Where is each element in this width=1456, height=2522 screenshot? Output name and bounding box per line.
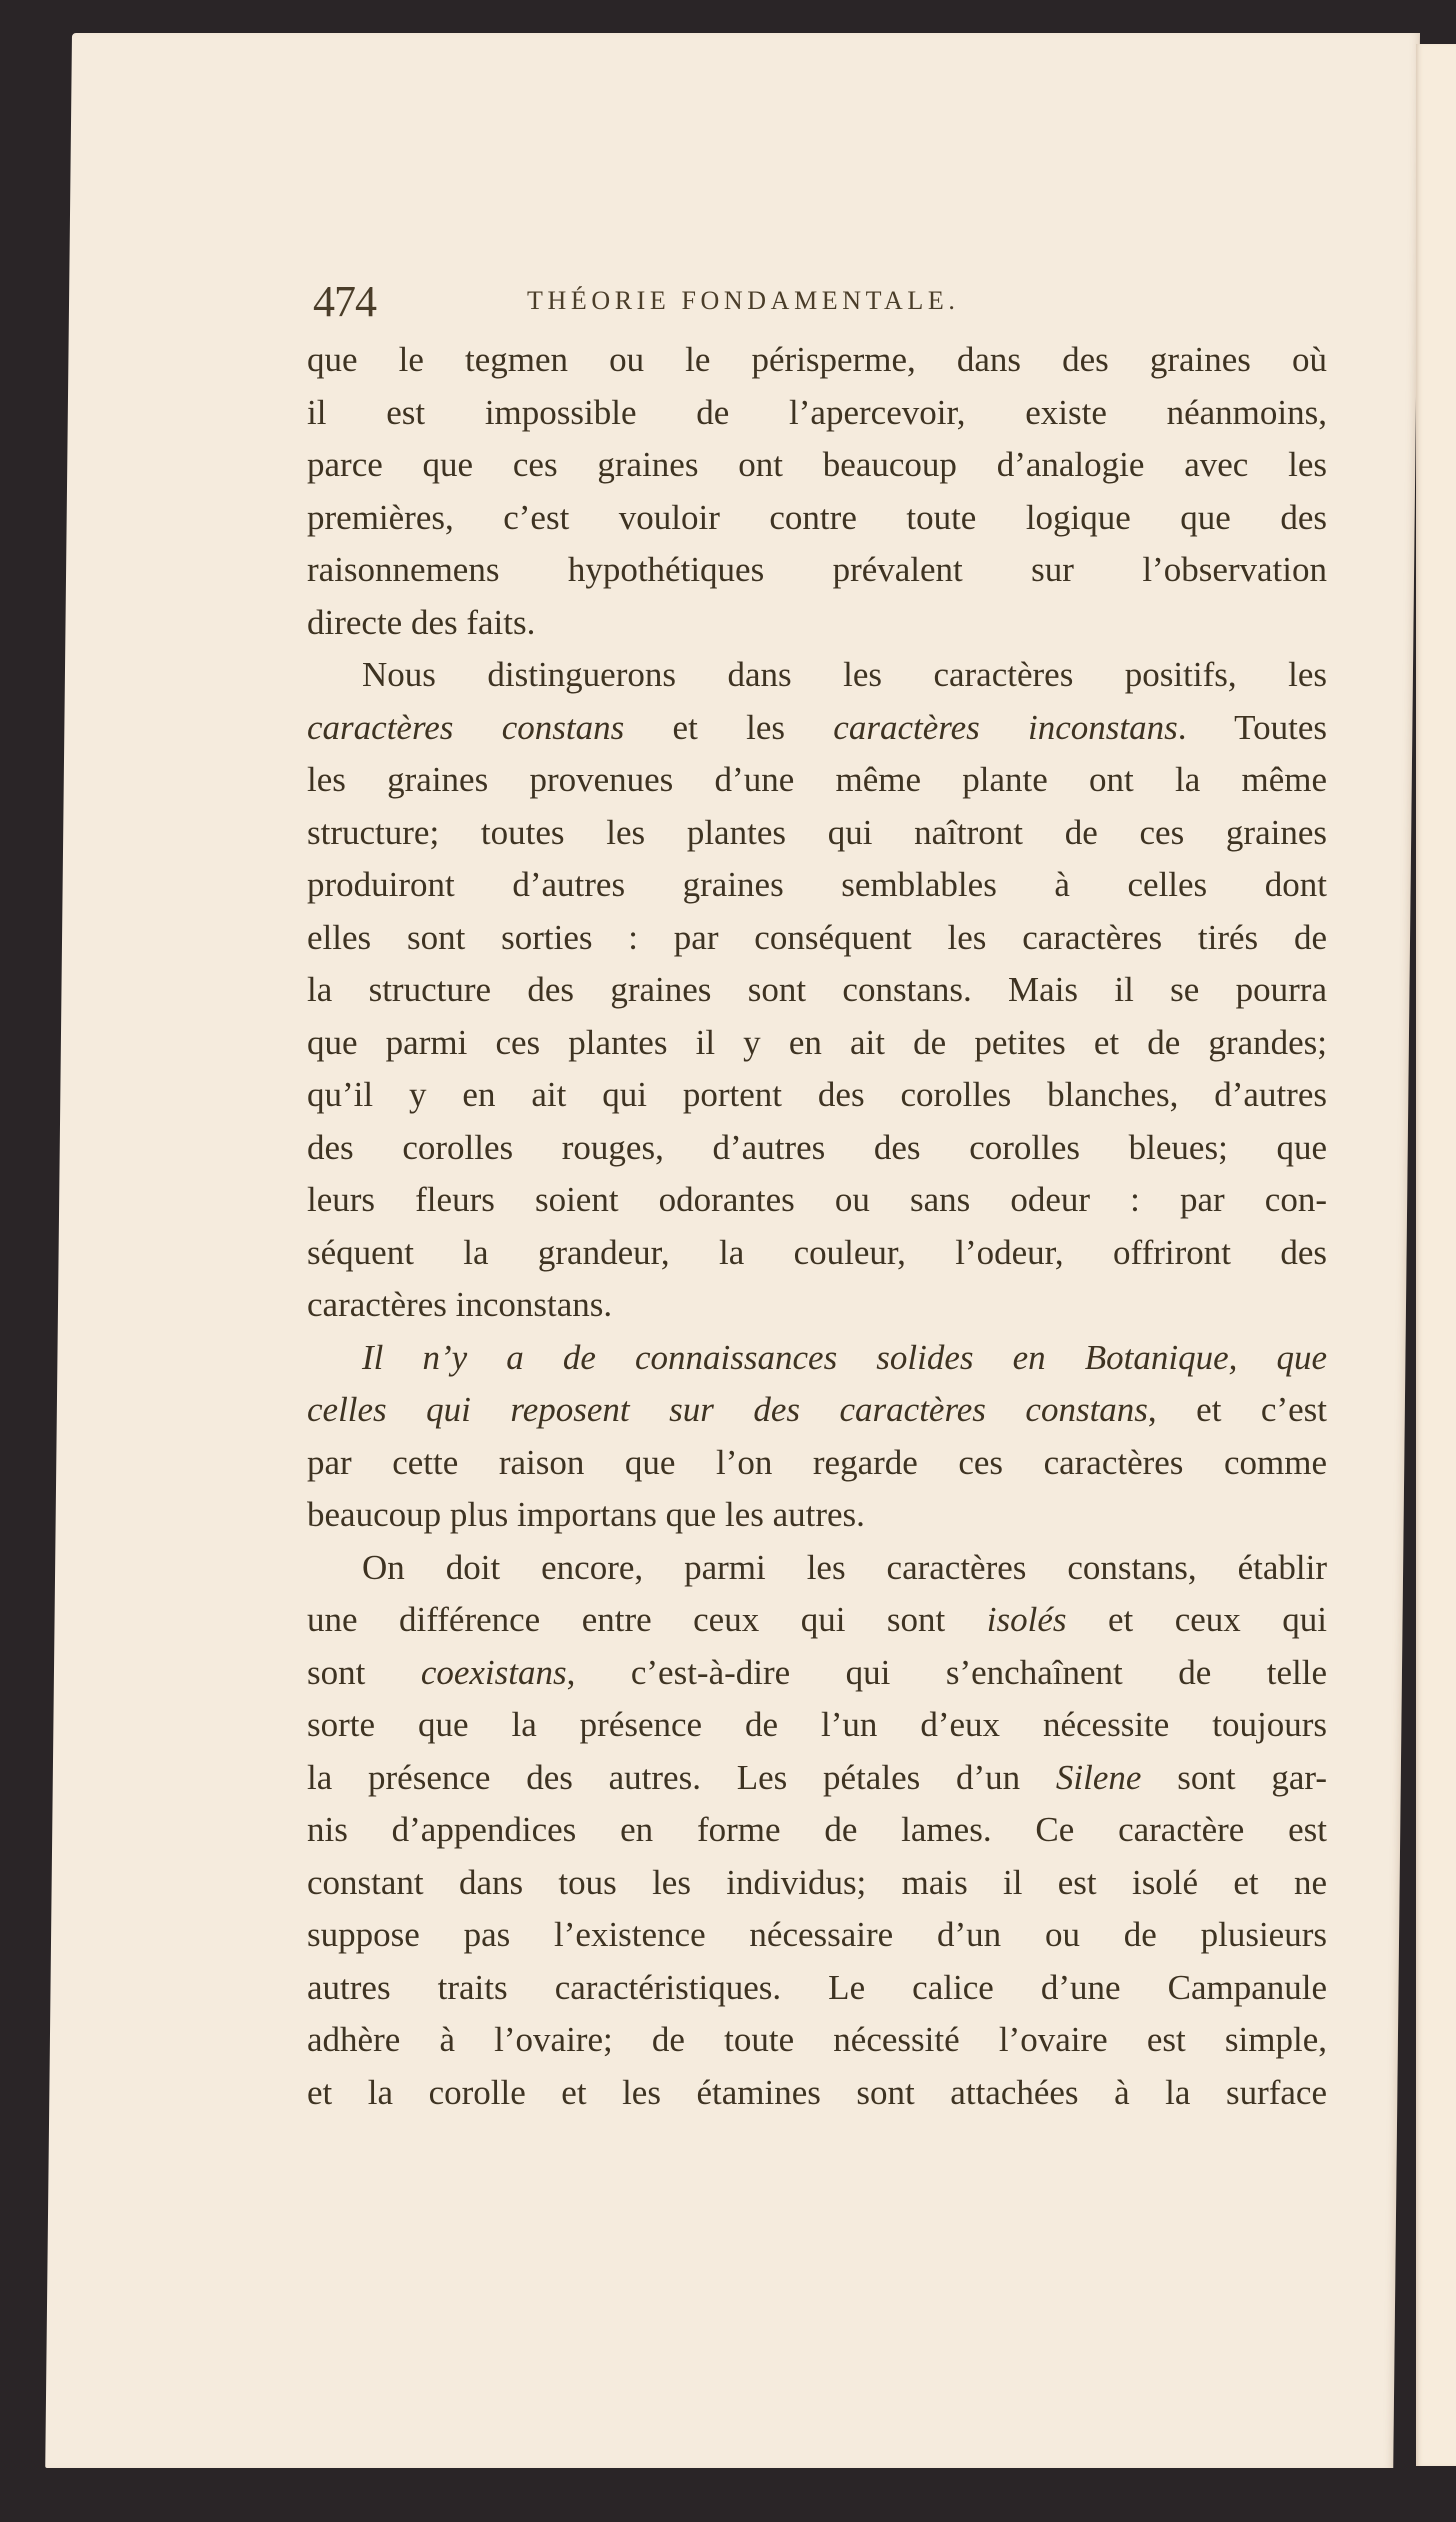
line-text: autres traits caractéristiques. Le calice d’une Campanule xyxy=(307,1967,1327,2007)
line-text: Nous distinguerons dans les caractères positifs, les xyxy=(362,655,1327,694)
text-line xyxy=(307,334,1327,387)
line-text: elles sont sorties : par conséquent les caractères tirés de xyxy=(307,917,1327,957)
line-text: séquent la grandeur, la couleur, l’odeur, offriront des xyxy=(307,1232,1327,1272)
text-line xyxy=(307,1909,1327,1962)
text-line xyxy=(307,859,1327,912)
text-line xyxy=(307,1857,1327,1910)
text-line xyxy=(307,544,1327,597)
italic-term: caractères constans xyxy=(307,707,625,747)
line-text: la présence des autres. Les pétales d’un xyxy=(307,1757,1056,1797)
line-text: des corolles rouges, d’autres des corolles bleues; que xyxy=(307,1127,1327,1167)
italic-term: coexistans xyxy=(420,1652,567,1692)
line-text: que parmi ces plantes il y en ait de petites et de grandes; xyxy=(307,1022,1327,1062)
page-number: 474 xyxy=(313,277,376,326)
line-text: et les xyxy=(624,707,834,747)
text-line xyxy=(307,1437,1327,1490)
italic-term: celles qui reposent sur des caractères constans xyxy=(307,1390,1148,1429)
italic-term: isolés xyxy=(986,1600,1067,1639)
line-text: constant dans tous les individus; mais il est isolé et ne xyxy=(307,1862,1327,1902)
line-text: une différence entre ceux qui sont xyxy=(307,1600,987,1639)
text-line xyxy=(307,1804,1327,1857)
line-text: On doit encore, parmi les caractères constans, établir xyxy=(362,1547,1327,1587)
line-text: adhère à l’ovaire; de toute nécessité l’ovaire est simple, xyxy=(307,2020,1327,2059)
line-text: , et c’est xyxy=(1147,1390,1327,1429)
text-line xyxy=(307,1489,1327,1542)
text-line xyxy=(307,1069,1327,1122)
line-text: leurs fleurs soient odorantes ou sans odeur : par con- xyxy=(307,1180,1327,1219)
text-line xyxy=(307,1227,1327,1280)
line-text: que le tegmen ou le périsperme, dans des graines où xyxy=(307,340,1327,379)
line-text: caractères inconstans. xyxy=(307,1285,613,1324)
text-line xyxy=(307,1174,1327,1227)
text-line xyxy=(307,1962,1327,2015)
text-line xyxy=(307,1017,1327,1070)
line-text: suppose pas l’existence nécessaire d’un ou de plusieurs xyxy=(307,1915,1327,1954)
line-text: directe des faits. xyxy=(307,602,536,642)
line-text: la structure des graines sont constans. Mais il se pourra xyxy=(307,970,1327,1009)
line-text: . Toutes xyxy=(1177,707,1327,747)
text-line xyxy=(307,1384,1327,1437)
line-text: et la corolle et les étamines sont attachées à la surface xyxy=(307,2072,1327,2112)
text-line xyxy=(307,754,1327,807)
text-line xyxy=(307,649,1327,702)
text-line xyxy=(307,2067,1327,2120)
text-line xyxy=(307,439,1327,492)
text-line xyxy=(307,964,1327,1017)
text-line xyxy=(307,1752,1327,1805)
text-line xyxy=(307,807,1327,860)
line-text: beaucoup plus importans que les autres. xyxy=(307,1495,865,1534)
next-page-edge xyxy=(1416,44,1456,2466)
text-line xyxy=(307,597,1327,650)
line-text: premières, c’est vouloir contre toute logique que des xyxy=(307,497,1327,537)
text-line xyxy=(307,1647,1327,1700)
line-text: les graines provenues d’une même plante ont la même xyxy=(307,760,1327,799)
line-text: et ceux qui xyxy=(1066,1600,1327,1639)
text-line xyxy=(307,492,1327,545)
italic-term: caractères inconstans xyxy=(833,707,1178,747)
line-text: nis d’appendices en forme de lames. Ce caractère est xyxy=(307,1810,1327,1849)
text-line xyxy=(307,387,1327,440)
text-line xyxy=(307,702,1327,755)
page-text xyxy=(307,270,1327,2119)
line-text: il est impossible de l’apercevoir, existe néanmoins, xyxy=(307,392,1327,432)
line-text: parce que ces graines ont beaucoup d’analogie avec les xyxy=(307,445,1327,484)
text-line xyxy=(307,1332,1327,1385)
text-line xyxy=(307,2014,1327,2067)
text-line xyxy=(307,912,1327,965)
text-line xyxy=(307,1122,1327,1175)
italic-term: Il n’y a de connaissances solides en Botanique, que xyxy=(362,1337,1327,1377)
line-text: sont gar- xyxy=(1141,1757,1327,1797)
text-line xyxy=(307,1542,1327,1595)
running-title: THÉORIE FONDAMENTALE. xyxy=(527,286,960,315)
text-line xyxy=(307,1699,1327,1752)
line-text: par cette raison que l’on regarde ces caractères comme xyxy=(307,1442,1327,1482)
line-text: sont xyxy=(307,1652,421,1692)
line-text: produiront d’autres graines semblables à celles dont xyxy=(307,865,1327,904)
italic-term: Silene xyxy=(1055,1757,1142,1797)
line-text: , c’est-à-dire qui s’enchaînent de telle xyxy=(566,1652,1327,1692)
line-text: raisonnemens hypothétiques prévalent sur l’observation xyxy=(307,550,1327,589)
text-line xyxy=(307,1594,1327,1647)
running-head xyxy=(307,270,1327,334)
text-line xyxy=(307,1279,1327,1332)
line-text: structure; toutes les plantes qui naîtront de ces graines xyxy=(307,812,1327,852)
line-text: sorte que la présence de l’un d’eux nécessite toujours xyxy=(307,1705,1327,1744)
line-text: qu’il y en ait qui portent des corolles blanches, d’autres xyxy=(307,1075,1327,1114)
